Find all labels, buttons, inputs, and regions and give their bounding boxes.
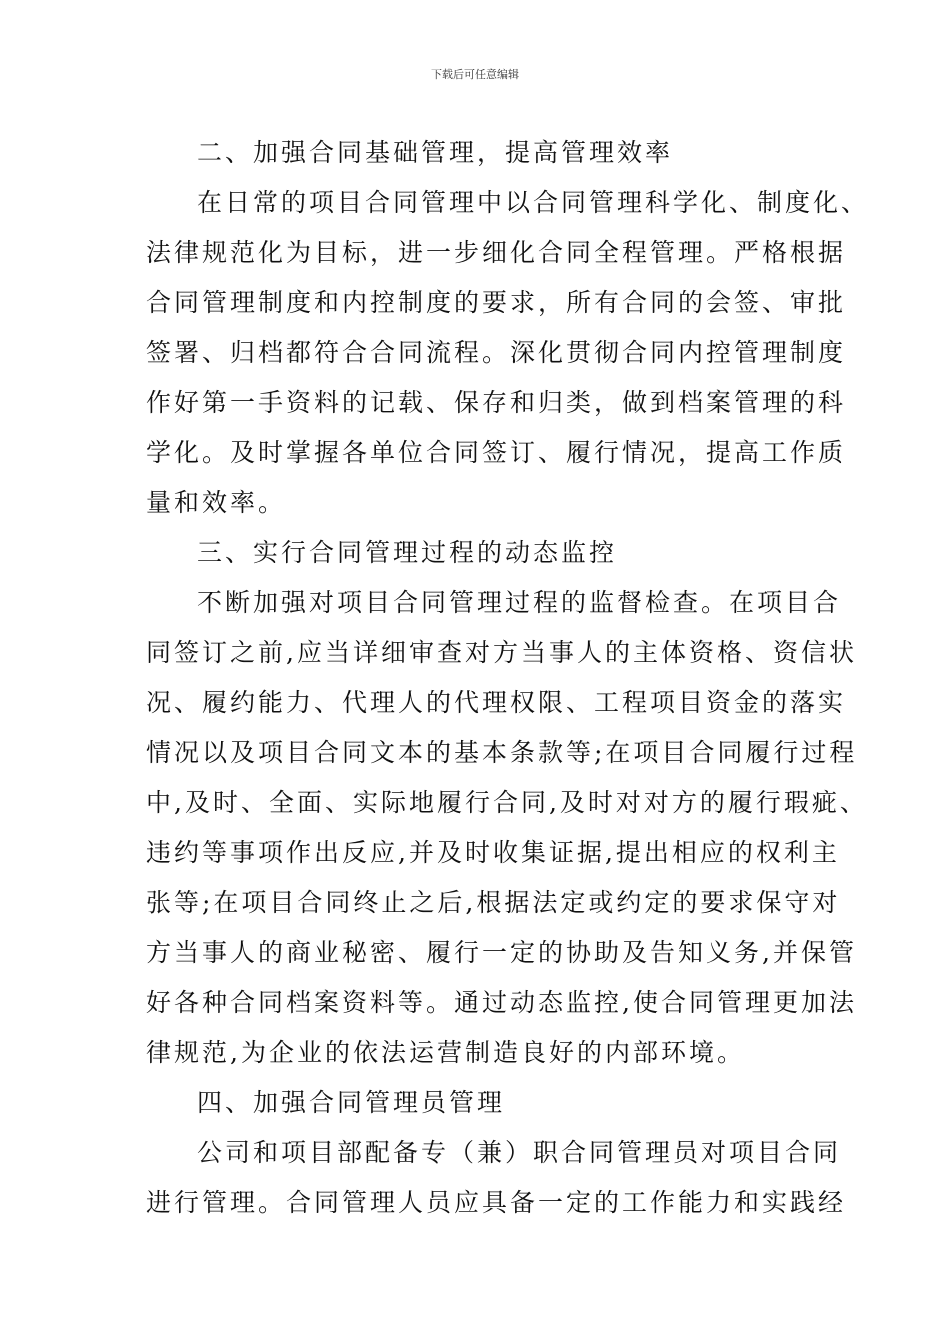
- text-line: 签署、归档都符合合同流程。深化贯彻合同内控管理制度: [146, 338, 847, 367]
- text-line: 中,及时、全面、实际地履行合同,及时对对方的履行瑕疵、: [146, 788, 868, 817]
- text-line: 况、履约能力、代理人的代理权限、工程项目资金的落实: [146, 688, 847, 717]
- text-line: 情况以及项目合同文本的基本条款等;在项目合同履行过程: [146, 738, 858, 767]
- text-line: 公司和项目部配备专（兼）职合同管理员对项目合同: [197, 1138, 842, 1167]
- text-line: 不断加强对项目合同管理过程的监督检查。在项目合: [197, 588, 842, 617]
- text-line: 三、实行合同管理过程的动态监控: [197, 538, 618, 567]
- text-line: 法律规范化为目标，进一步细化合同全程管理。严格根据: [146, 238, 847, 267]
- text-line: 同签订之前,应当详细审查对方当事人的主体资格、资信状: [146, 638, 857, 667]
- text-line: 方当事人的商业秘密、履行一定的协助及告知义务,并保管: [146, 938, 857, 967]
- document-body: [146, 128, 870, 1228]
- text-line: 二、加强合同基础管理，提高管理效率: [197, 138, 674, 167]
- text-line: 进行管理。合同管理人员应具备一定的工作能力和实践经: [146, 1188, 847, 1217]
- text-line: 违约等事项作出反应,并及时收集证据,提出相应的权利主: [146, 838, 840, 867]
- text-line: 学化。及时掌握各单位合同签订、履行情况，提高工作质: [146, 438, 847, 467]
- text-line: 律规范,为企业的依法运营制造良好的内部环境。: [146, 1038, 745, 1067]
- text-line: 在日常的项目合同管理中以合同管理科学化、制度化、: [197, 188, 870, 217]
- text-line: 作好第一手资料的记载、保存和归类，做到档案管理的科: [146, 388, 847, 417]
- text-line: 四、加强合同管理员管理: [197, 1088, 506, 1117]
- text-line: 张等;在项目合同终止之后,根据法定或约定的要求保守对: [146, 888, 841, 917]
- page-header-note: 下载后可任意编辑: [431, 68, 519, 81]
- text-line: 量和效率。: [146, 488, 287, 517]
- text-line: 合同管理制度和内控制度的要求，所有合同的会签、审批: [146, 288, 847, 317]
- text-line: 好各种合同档案资料等。通过动态监控,使合同管理更加法: [146, 988, 857, 1017]
